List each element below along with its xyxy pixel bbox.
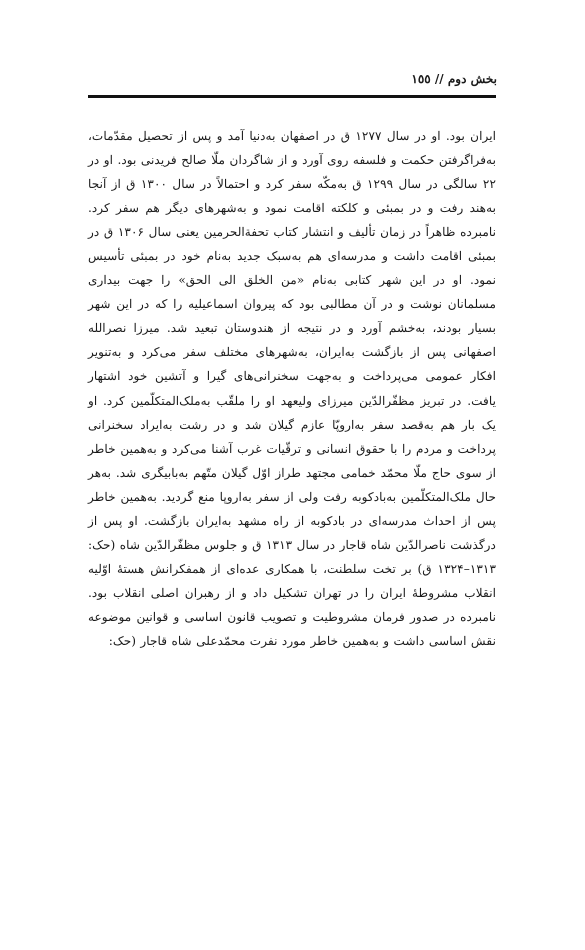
running-header: بخش دوم // ١٥٥ [411, 72, 497, 86]
body-paragraph: ایران بود. او در سال ۱۲۷۷ ق در اصفهان به‌دنیا آمد و پس از تحصیل مقدّمات، به‌فراگرفتن حکمت و فلسفه روی آورد و از شاگردان ملّا صالح فریدنی بود. او در ۲۲ سالگی در سال ۱۲۹۹ ق به‌مکّه سفر کرد و احتمالاً در سال ۱۳۰۰ ق از آنجا به‌هند رفت و در بمبئی و کلکته اقامت نمود و به‌شهرهای دیگر هم سفر کرد. نامبرده ظاهراً در زمان تألیف و انتشار کتاب تحفةالحرمین یعنی سال ۱۳۰۶ ق در بمبئی اقامت داشت و مدرسه‌ای هم به‌سبک جدید به‌نام خود در بمبئی تأسیس نمود. او در این شهر کتابی به‌نام «من الخلق الی الحق» را جهت بیداری مسلمانان نوشت و در آن مطالبی بود که پیروان اسماعیلیه را که در این شهر بسیار بودند، به‌خشم آورد و در نتیجه از هندوستان تبعید شد. میرزا نصرالله اصفهانی پس از بازگشت به‌ایران، به‌شهرهای مختلف سفر می‌کرد و به‌تنویر افکار عمومی می‌پرداخت و به‌جهت سخنرانی‌های گیرا و آتشین خود اشتهار یافت. در تبریز مظفّرالدّین میرزای ولیعهد او را ملقّب به‌ملک‌المتکلّمین کرد. او یک بار هم به‌قصد سفر به‌اروپّا عازم گیلان شد و در رشت به‌ایراد سخنرانی پرداخت و مردم را با حقوق انسانی و ترقّیات غرب آشنا می‌کرد و به‌همین خاطر از سوی حاج ملّا محمّد خمامی مجتهد طراز اوّل گیلان متّهم به‌بابیگری شد. به‌هر حال ملک‌المتکلّمین به‌بادکوبه رفت ولی از سفر به‌اروپا منع گردید. به‌همین خاطر پس از احداث مدرسه‌ای در بادکوبه از راه مشهد به‌ایران بازگشت. او پس از درگذشت ناصرالدّین شاه قاجار در سال ۱۳۱۳ ق و جلوس مظفّرالدّین شاه (حک: ۱۳۱۳–۱۳۲۴ ق) بر تخت سلطنت، با همکاری عده‌ای از همفکرانش هستهٔ اوّلیه انقلاب مشروطهٔ ایران را در تهران تشکیل داد و از رهبران اصلی انقلاب بود. نامبرده در صدور فرمان مشروطیت و تصویب قانون اساسی و قوانین موضوعه نقش اساسی داشت و به‌همین خاطر مورد نفرت محمّدعلی شاه قاجار (حک: [88, 129, 496, 648]
header-rule [88, 95, 496, 98]
